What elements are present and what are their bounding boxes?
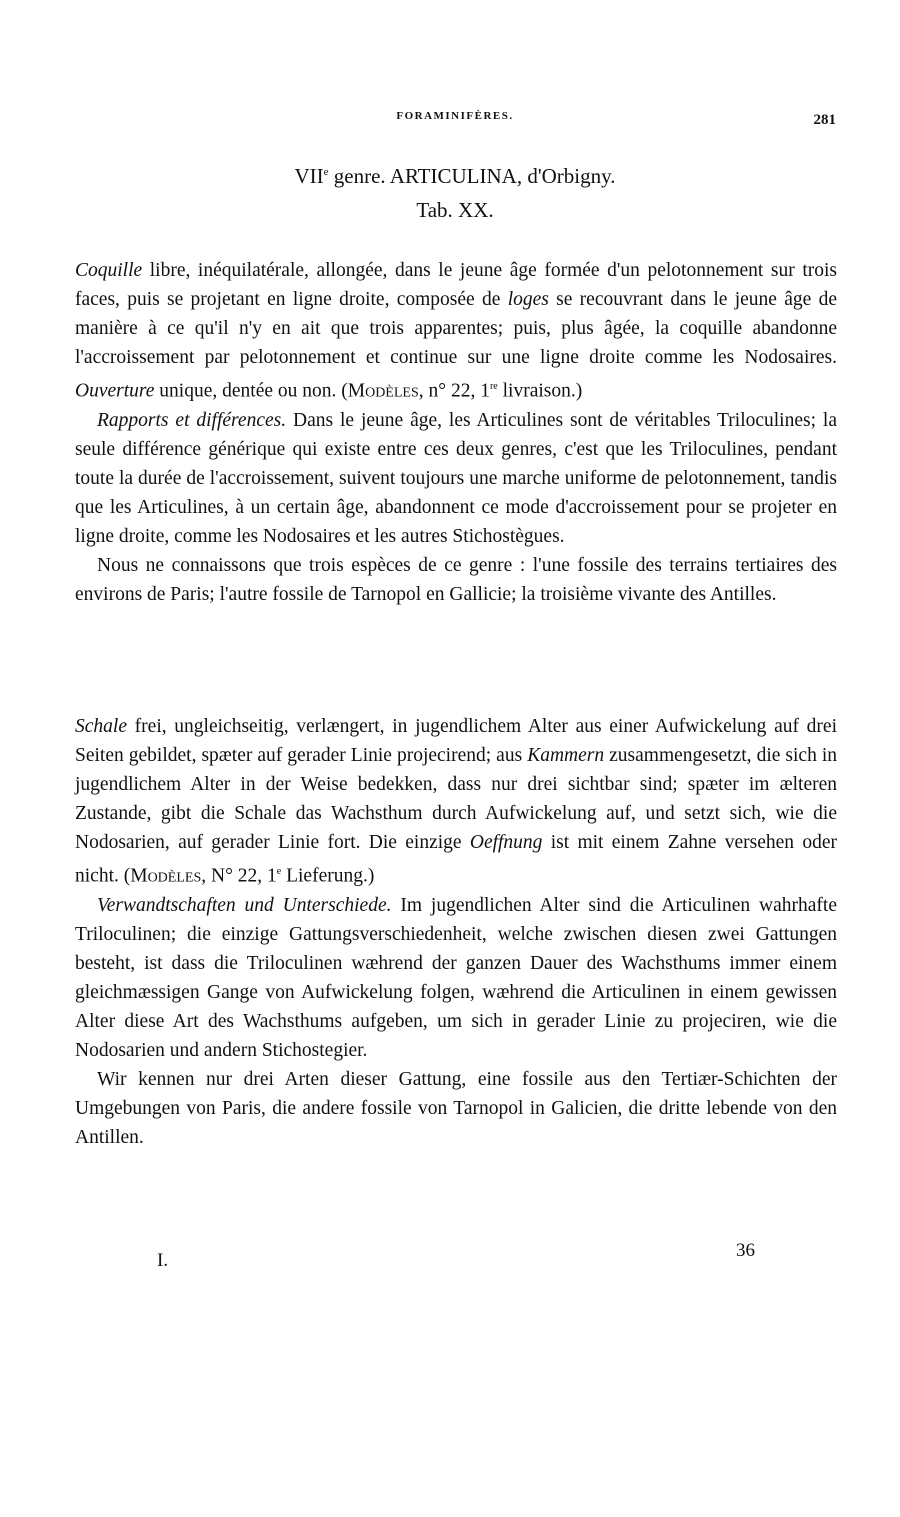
german-paragraph-diagnosis <box>75 712 837 891</box>
french-diagnosis-text-3: unique, dentée ou non. ( <box>154 380 348 402</box>
genus-roman: VII <box>294 164 324 188</box>
term-coquille: Coquille <box>75 260 143 281</box>
french-diagnosis-text-5: livraison.) <box>497 380 583 402</box>
french-description <box>75 256 837 609</box>
german-paragraph-species: Wir kennen nur drei Arten dieser Gattung, eine fossile aus den Tertiær-Schichten der Umgebungen von Paris, die andere fossile von Tarnopol in Galicien, die dritte lebende von den Antillen. <box>75 1068 837 1148</box>
models-label-german: Modèles <box>130 865 202 887</box>
plate-reference: Tab. XX. <box>416 198 494 222</box>
genus-superscript: e <box>323 166 329 178</box>
signature-mark: I. <box>157 1250 169 1271</box>
term-loges: loges <box>507 289 549 310</box>
term-schale: Schale <box>75 716 127 737</box>
term-verwandtschaften: Verwandtschaften und Unterschiede. <box>97 894 392 916</box>
german-description <box>75 712 837 1152</box>
term-oeffnung: Oeffnung <box>469 832 543 853</box>
german-paragraph-relations <box>75 891 837 1065</box>
french-diagnosis-text-2: se recouvrant dans le jeune âge de manière à ce qu'il n'y en ait que trois apparentes; puis, plus âgée, la coquille abandonne l'accroissement par pelotonnement et continue sur une ligne droite comme les Nodosaires. <box>75 289 837 368</box>
models-label: Modèles <box>347 380 419 402</box>
french-relations-text: Dans le jeune âge, les Articulines sont de véritables Triloculines; la seule différence générique qui existe entre ces deux genres, c'est que les Triloculines, pendant toute la durée de l'accroissement, suivent toujours une marche uniforme de pelotonnement, tandis que les Articulines, à un certain âge, abandonnent ce mode d'accroissement pour se projeter en ligne droite, comme les Nodosaires et les autres Stichostègues. <box>75 409 837 547</box>
french-paragraph-relations <box>75 406 837 551</box>
german-diagnosis-text-3: ist mit einem Zahne versehen oder nicht. ( <box>75 832 837 887</box>
german-diagnosis-text-1: frei, ungleichseitig, verlængert, in jugendlichem Alter aus einer Aufwickelung auf drei Seiten gebildet, spæter auf gerader Linie projecirend; aus <box>75 716 837 766</box>
german-relations-text: Im jugendlichen Alter sind die Articulinen wahrhafte Triloculinen; die einzige Gattungsverschiedenheit, welche zwischen diesen zwei Gattungen besteht, ist dass die Triloculinen wæhrend der ganzen Dauer des Wachsthums immer einem gleichmæssigen Gange von Aufwickelung folgen, wæhrend die Articulinen in einem gewissen Alter diese Art des Wachsthums aufgeben, um sich in gerader Linie zu projeciren, wie die Nodosarien und andern Stichostegier. <box>75 894 837 1061</box>
ordinal-superscript-german: e <box>276 866 282 877</box>
german-diagnosis-text-4: , N° 22, 1 <box>201 865 277 887</box>
french-diagnosis-text-4: , n° 22, 1 <box>418 380 490 402</box>
french-diagnosis-text-1: libre, inéquilatérale, allongée, dans le jeune âge formée d'un pelotonnement sur trois faces, puis se projetant en ligne droite, composée de <box>75 260 837 310</box>
french-paragraph-species: Nous ne connaissons que trois espèces de ce genre : l'une fossile des terrains tertiaires des environs de Paris; l'autre fossile de Tarnopol en Gallicie; la troisième vivante des Antilles. <box>75 554 837 605</box>
running-head: FORAMINIFÈRES. <box>396 110 514 122</box>
ordinal-superscript: re <box>489 381 498 392</box>
sheet-number: 36 <box>736 1240 755 1261</box>
french-paragraph-diagnosis <box>75 256 837 406</box>
german-diagnosis-text-5: Lieferung.) <box>281 865 375 887</box>
genus-title <box>75 164 835 189</box>
genus-title-text: genre. ARTICULINA, d'Orbigny. <box>333 164 616 188</box>
term-kammern: Kammern <box>527 745 605 766</box>
german-diagnosis-text-2: zusammengesetzt, die sich in jugendlichem Alter in der Weise bedekken, dass nur drei sichtbar sind; spæter im ælteren Zustande, gibt die Schale das Wachsthum durch Aufwickelung auf, und setzt sich, wie die Nodosarien, auf gerader Linie fort. Die einzige <box>75 745 838 853</box>
page-number: 281 <box>813 112 836 128</box>
term-rapports: Rapports et différences. <box>97 409 287 431</box>
term-ouverture: Ouverture <box>75 380 155 402</box>
